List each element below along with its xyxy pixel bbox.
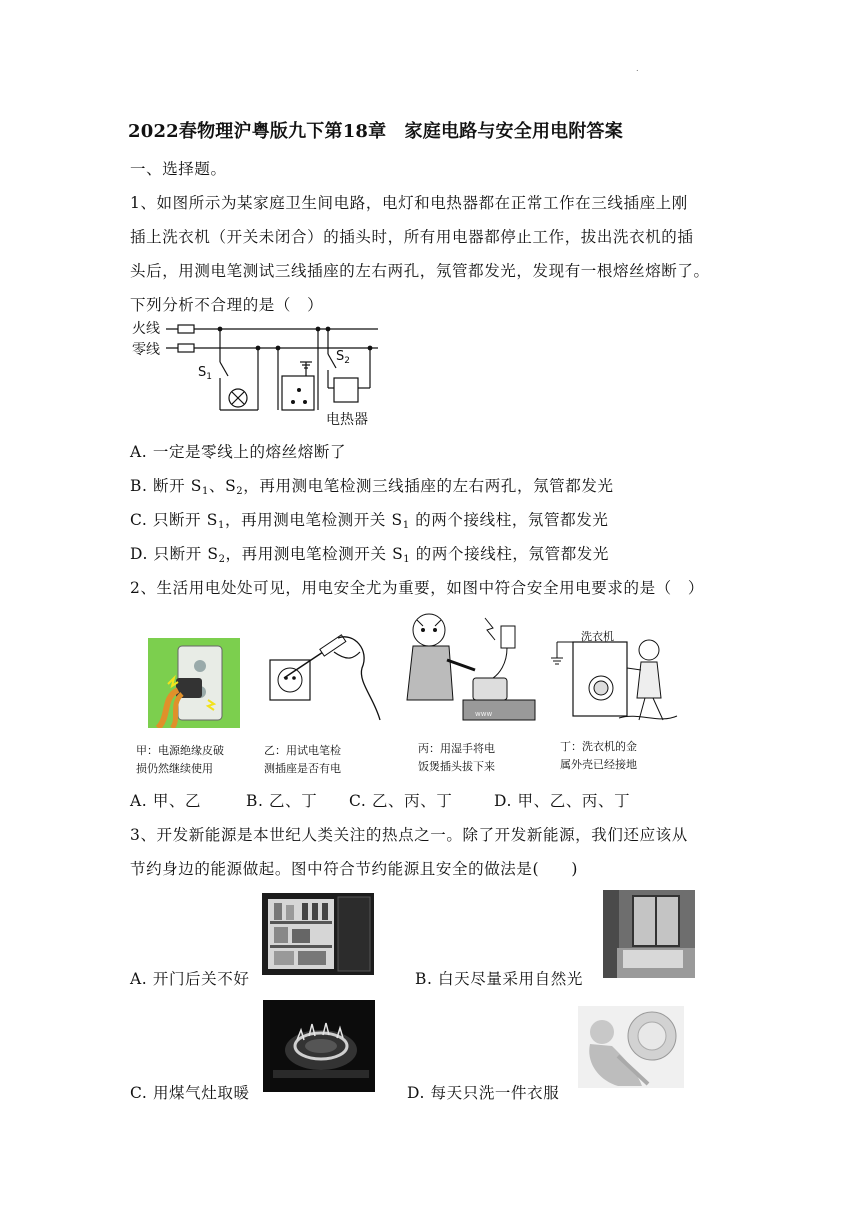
daylight-room-photo: [603, 890, 695, 978]
caption-ding: 丁：洗衣机的金 属外壳已经接地: [560, 740, 637, 771]
grounded-washer-illustration: [549, 628, 679, 728]
s1-sub: 1: [206, 372, 212, 382]
damaged-cord-illustration: [148, 638, 240, 728]
q2-option-d: D. 甲、乙、丙、丁: [494, 792, 631, 810]
document-title: 2022春物理沪粤版九下第18章 家庭电路与安全用电附答案: [128, 121, 623, 142]
test-pen-illustration: [262, 628, 382, 728]
s1-label: S: [198, 365, 207, 380]
q2-option-b: B. 乙、丁: [246, 792, 318, 810]
s2-label: S: [336, 349, 345, 364]
q1-option-b: B. 断开 $S_1$、$S_2$，再用测电笔检测三线插座的左右两孔，氖管都发光: [130, 477, 614, 497]
open-fridge-photo: [262, 893, 374, 975]
caption-bing: 丙：用湿手将电 饭煲插头拔下来: [418, 742, 495, 773]
neutral-wire-label: 零线: [132, 342, 160, 358]
q1-option-d: D. 只断开 $S_2$，再用测电笔检测开关 $S_1$ 的两个接线柱，氖管都发光: [130, 545, 609, 565]
q1-stem-line-4: 下列分析不合理的是（ ）: [130, 296, 324, 314]
live-wire-label: 火线: [132, 321, 160, 337]
svg-text:www: www: [475, 710, 493, 718]
q1-circuit-diagram: [130, 318, 390, 430]
q3-stem-line-1: 3、开发新能源是本世纪人类关注的热点之一。除了开发新能源，我们还应该从: [130, 826, 688, 844]
q1-stem-line-3: 头后，用测电笔测试三线插座的左右两孔，氖管都发光，发现有一根熔丝熔断了。: [130, 262, 710, 280]
svg-text:S1: [198, 365, 212, 382]
q3-option-c: C. 用煤气灶取暖: [130, 1084, 250, 1102]
svg-text:S2: [336, 349, 350, 366]
q3-option-b: B. 白天尽量采用自然光: [415, 970, 583, 988]
q1-option-c: C. 只断开 $S_1$，再用测电笔检测开关 $S_1$ 的两个接线柱，氖管都发光: [130, 511, 609, 531]
q3-option-a: A. 开门后关不好: [130, 970, 250, 988]
q1-stem-line-2: 插上洗衣机（开关未闭合）的插头时，所有用电器都停止工作，拔出洗衣机的插: [130, 228, 694, 246]
washing-machine-photo: [578, 1006, 684, 1088]
caption-yi: 乙：用试电笔检 测插座是否有电: [264, 744, 341, 775]
page-dot: .: [636, 64, 639, 73]
caption-jia: 甲：电源绝缘皮破 损仍然继续使用: [136, 744, 224, 775]
wet-hand-plug-illustration: [403, 604, 543, 724]
q1-option-a: A. 一定是零线上的熔丝熔断了: [130, 443, 347, 461]
q3-stem-line-2: 节约身边的能源做起。图中符合节约能源且安全的做法是( ): [130, 860, 578, 878]
q3-option-d: D. 每天只洗一件衣服: [407, 1084, 560, 1102]
q1-stem-line-1: 1、如图所示为某家庭卫生间电路，电灯和电热器都在正常工作在三线插座上刚: [130, 194, 688, 212]
q2-stem: 2、生活用电处处可见，用电安全尤为重要，如图中符合安全用电要求的是（ ）: [130, 579, 704, 597]
washer-label: 洗衣机: [581, 630, 614, 643]
q2-option-c: C. 乙、丙、丁: [349, 792, 453, 810]
heater-label: 电热器: [326, 412, 368, 428]
q2-option-a: A. 甲、乙: [130, 792, 202, 810]
gas-stove-photo: [263, 1000, 375, 1092]
section-heading: 一、选择题。: [130, 160, 227, 178]
s2-sub: 2: [344, 356, 350, 366]
